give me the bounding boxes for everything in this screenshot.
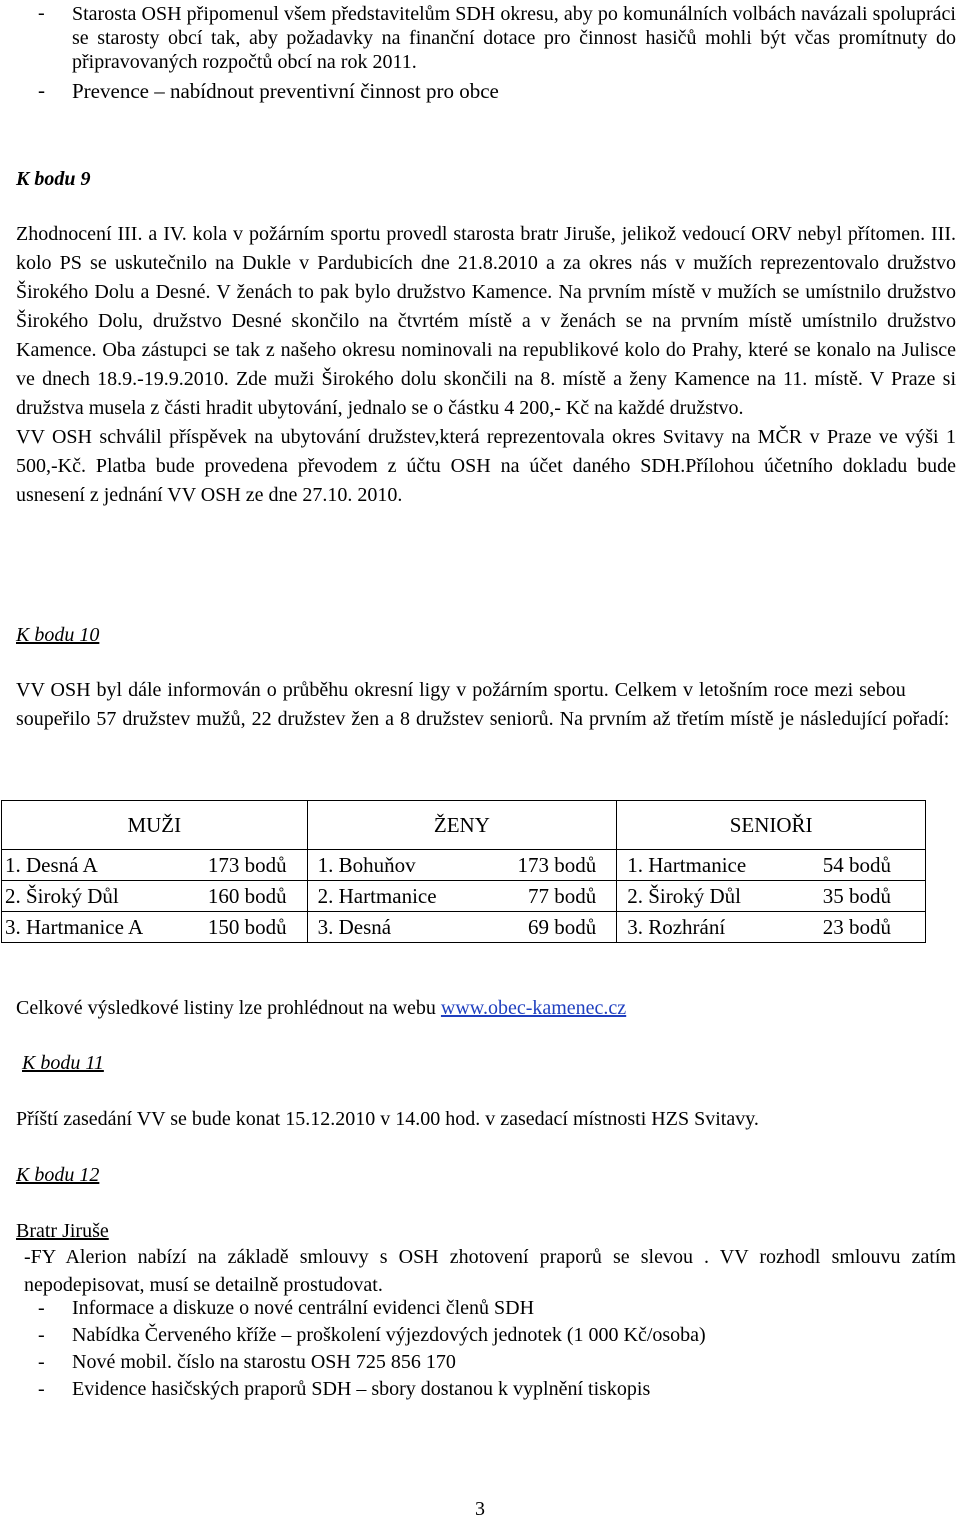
- bod10-paragraph-1: VV OSH byl dále informován o průběhu okresní ligy v požárním sportu. Celkem v letošním roce mezi sebou soupeřilo 57 družstev mužů, 22 družstev žen a 8 družstev seniorů. Na prvním až třetím místě je následující pořadí:: [16, 679, 950, 730]
- team-name: 3. Rozhrání: [627, 914, 726, 939]
- table-cell: [2, 850, 308, 881]
- list-item: - Nové mobil. číslo na starostu OSH 725 856 170: [0, 1349, 956, 1376]
- team-points: 23 bodů: [822, 914, 891, 939]
- heading-bod-12: K bodu 12: [16, 1164, 100, 1186]
- team-name: 2. Široký Důl: [5, 883, 119, 908]
- team-points: 69 bodů: [527, 914, 597, 939]
- results-link-text: Celkové výsledkové listiny lze prohlédnout na webu: [16, 997, 436, 1019]
- results-table-wrap: [0, 800, 926, 943]
- team-points: 54 bodů: [822, 852, 891, 877]
- team-points: 173 bodů: [207, 852, 287, 877]
- team-points: 160 bodů: [207, 883, 287, 908]
- team-name: 3. Hartmanice A: [5, 914, 144, 939]
- bod12-item-1: Informace a diskuze o nové centrální evidenci členů SDH: [72, 1297, 535, 1319]
- bod12-paragraph-1: -FY Alerion nabízí na základě smlouvy s OSH zhotovení praporů se slevou . VV rozhodl smlouvu zatím nepodepisovat, musí se detailně prostudovat.: [24, 1246, 956, 1296]
- bod12-item-4: Evidence hasičských praporů SDH – sbory dostanou k vyplnění tiskopis: [72, 1378, 651, 1400]
- table-cell: [307, 881, 617, 912]
- bod12-item-3: Nové mobil. číslo na starostu OSH 725 856 170: [72, 1351, 456, 1373]
- table-cell: [2, 912, 308, 943]
- results-table: [1, 800, 926, 943]
- team-points: 35 bodů: [822, 883, 891, 908]
- heading-bod-9: K bodu 9: [16, 168, 91, 190]
- section-bod-10: [16, 676, 956, 734]
- table-row: [2, 881, 926, 912]
- table-cell: [307, 850, 617, 881]
- team-name: 1. Hartmanice: [627, 852, 747, 877]
- team-points: 173 bodů: [517, 852, 597, 877]
- list-item: - Nabídka Červeného kříže – proškolení výjezdových jednotek (1 000 Kč/osoba): [0, 1322, 956, 1349]
- table-row: [2, 912, 926, 943]
- page-number: 3: [475, 1498, 485, 1520]
- speaker-name: Bratr Jiruše: [16, 1220, 109, 1242]
- heading-bod-11: K bodu 11: [22, 1052, 104, 1074]
- table-cell: [307, 912, 617, 943]
- results-link-line: [16, 994, 626, 1022]
- list-item: - Evidence hasičských praporů SDH – sbory dostanou k vyplnění tiskopis: [0, 1376, 956, 1403]
- team-points: 150 bodů: [207, 914, 287, 939]
- heading-bod-10: K bodu 10: [16, 624, 100, 646]
- list-item: - Prevence – nabídnout preventivní činnost pro obce: [0, 78, 956, 104]
- section-bod-9: [16, 220, 956, 510]
- bod9-paragraph-2: VV OSH schválil příspěvek na ubytování družstev,která reprezentovala okres Svitavy na MČR v Praze ve výši 1 500,-Kč. Platba bude provedena převodem z účtu OSH na účet daného SDH.Přílohou účetního dokladu bude usnesení z jednání VV OSH ze dne 27.10. 2010.: [16, 426, 956, 506]
- bod11-paragraph-1: Příští zasedání VV se bude konat 15.12.2010 v 14.00 hod. v zasedací místnosti HZS Svitavy.: [16, 1108, 759, 1130]
- team-name: 1. Desná A: [5, 852, 98, 877]
- team-name: 2. Široký Důl: [627, 883, 741, 908]
- header-muzi: MUŽI: [2, 801, 308, 850]
- header-zeny: ŽENY: [307, 801, 617, 850]
- top-item-2: Prevence – nabídnout preventivní činnost pro obce: [72, 79, 499, 103]
- bod12-item-2: Nabídka Červeného kříže – proškolení výjezdových jednotek (1 000 Kč/osoba): [72, 1324, 706, 1346]
- bod9-paragraph-1: Zhodnocení III. a IV. kola v požárním sportu provedl starosta bratr Jiruše, jelikož vedoucí ORV nebyl přítomen. III. kolo PS se uskutečnilo na Dukle v Pardubicích dne 21.8.2010 a za okres nás v mužích reprezentovalo družstvo Širokého Dolu a Desné. V ženách to pak bylo družstvo Kamence. Na prvním místě v mužích se umístnilo družstvo Širokého Dolu, družstvo Desné skončilo na čtvrtém místě a v ženách se na prvním místě umístnilo družstvo Kamence. Oba zástupci se tak z našeho okresu nominovali na republikové kolo do Prahy, které se konalo na Julisce ve dnech 18.9.-19.9.2010. Zde muži Širokého dolu skončili na 8. místě a ženy Kamence na 11. místě. V Praze si družstva musela z části hradit ubytování, jednalo se o částku 4 200,- Kč na každé družstvo.: [16, 223, 956, 419]
- top-list: [0, 2, 956, 104]
- bod12-list: [0, 1295, 956, 1403]
- table-row: [2, 850, 926, 881]
- team-points: 77 bodů: [527, 883, 597, 908]
- header-seniori: SENIOŘI: [617, 801, 926, 850]
- table-cell: [617, 850, 926, 881]
- table-cell: [617, 881, 926, 912]
- results-link[interactable]: www.obec-kamenec.cz: [440, 997, 627, 1019]
- list-item: - Starosta OSH připomenul všem představitelům SDH okresu, aby po komunálních volbách navázali spolupráci se starosty obcí tak, aby požadavky na finanční dotace pro činnost hasičů mohli být včas promítnuty do připravovaných rozpočtů obcí na rok 2011.: [38, 2, 956, 73]
- list-item: - Informace a diskuze o nové centrální evidenci členů SDH: [0, 1295, 956, 1322]
- table-header-row: [2, 801, 926, 850]
- team-name: 1. Bohuňov: [317, 852, 416, 877]
- team-name: 2. Hartmanice: [317, 883, 437, 908]
- table-cell: [617, 912, 926, 943]
- team-name: 3. Desná: [317, 914, 392, 939]
- table-cell: [2, 881, 308, 912]
- top-item-1: Starosta OSH připomenul všem představitelům SDH okresu, aby po komunálních volbách navázali spolupráci se starosty obcí tak, aby požadavky na finanční dotace pro činnost hasičů mohli být včas promítnuty do připravovaných rozpočtů obcí na rok 2011.: [72, 3, 956, 73]
